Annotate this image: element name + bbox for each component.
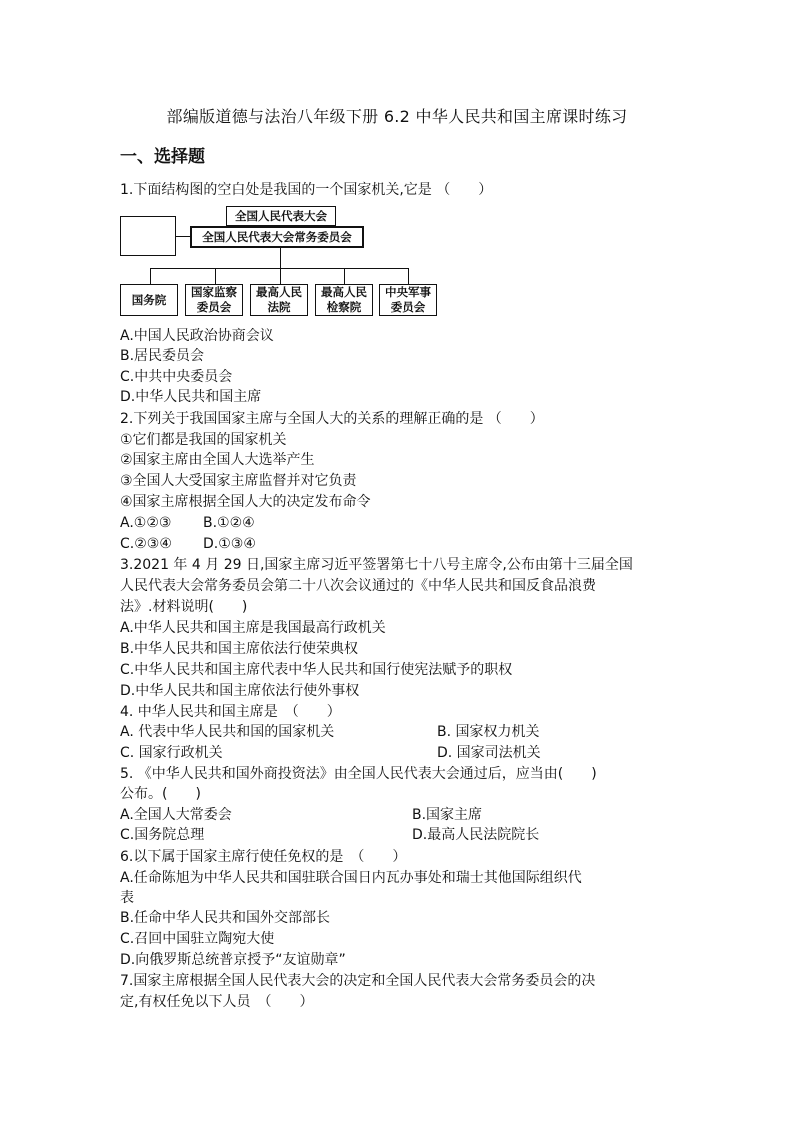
q2-option-a: A.①②③ (120, 515, 172, 531)
diagram-connector-4 (344, 268, 345, 284)
q5-stem-line-1: 5. 《中华人民共和国外商投资法》由全国人民代表大会通过后，应当由( ) (120, 766, 597, 782)
diagram-npc-box: 全国人民代表大会 (226, 206, 336, 226)
diagram-connector-3 (280, 268, 281, 284)
q4-option-a: A. 代表中华人民共和国的国家机关 (120, 724, 335, 740)
diagram-connector-left (176, 236, 190, 237)
diagram-connector-branch (150, 268, 408, 269)
diagram-supreme-court-box: 最高人民 法院 (250, 284, 308, 316)
diagram-blank-box (120, 216, 176, 256)
q2-stem: 2.下列关于我国国家主席与全国人大的关系的理解正确的是 （ ） (120, 411, 544, 427)
q3-option-a: A.中华人民共和国主席是我国最高行政机关 (120, 620, 386, 636)
q5-option-a: A.全国人大常委会 (120, 807, 232, 823)
diagram-supervision-commission-box: 国家监察 委员会 (185, 284, 243, 316)
q1-option-b: B.居民委员会 (120, 348, 205, 364)
q2-option-b: B.①②④ (203, 515, 255, 531)
q4-option-b: B. 国家权力机关 (437, 724, 540, 740)
section-heading: 一、选择题 (120, 147, 205, 167)
q2-item-1: ①它们都是我国的国家机关 (120, 432, 287, 448)
diagram-military-commission-box: 中央军事 委员会 (379, 284, 437, 316)
q2-item-2: ②国家主席由全国人大选举产生 (120, 452, 315, 468)
q2-item-3: ③全国人大受国家主席监督并对它负责 (120, 473, 357, 489)
q6-option-c: C.召回中国驻立陶宛大使 (120, 931, 275, 947)
q1-option-d: D.中华人民共和国主席 (120, 389, 262, 405)
page-title: 部编版道德与法治八年级下册 6.2 中华人民共和国主席课时练习 (166, 107, 628, 126)
q4-stem: 4. 中华人民共和国主席是 （ ） (120, 704, 341, 720)
q5-option-c: C.国务院总理 (120, 827, 205, 843)
diagram-npc-standing-committee-box: 全国人民代表大会常务委员会 (190, 226, 364, 248)
q2-item-4: ④国家主席根据全国人大的决定发布命令 (120, 494, 371, 510)
q2-option-d: D.①③④ (203, 536, 256, 552)
diagram-connector-trunk (280, 248, 281, 268)
q6-stem: 6.以下属于国家主席行使任免权的是 （ ） (120, 849, 407, 865)
diagram-connector-2 (215, 268, 216, 284)
q6-option-a-line-2: 表 (120, 890, 134, 906)
q2-option-c: C.②③④ (120, 536, 172, 552)
diagram-connector-5 (408, 268, 409, 284)
q3-option-b: B.中华人民共和国主席依法行使荣典权 (120, 641, 359, 657)
q3-option-d: D.中华人民共和国主席依法行使外事权 (120, 683, 360, 699)
diagram-procuratorate-box: 最高人民 检察院 (315, 284, 373, 316)
q3-stem-line-1: 3.2021 年 4 月 29 日,国家主席习近平签署第七十八号主席令,公布由第十三届全国 (120, 557, 633, 573)
diagram-state-council-box: 国务院 (120, 284, 178, 316)
q3-stem-line-2: 人民代表大会常务委员会第二十八次会议通过的《中华人民共和国反食品浪费 (120, 578, 596, 594)
q1-stem: 1.下面结构图的空白处是我国的一个国家机关,它是 （ ） (120, 182, 493, 198)
q1-option-c: C.中共中央委员会 (120, 369, 233, 385)
q3-option-c: C.中华人民共和国主席代表中华人民共和国行使宪法赋予的职权 (120, 662, 513, 678)
q4-option-d: D. 国家司法机关 (437, 745, 541, 761)
q5-option-b: B.国家主席 (412, 807, 483, 823)
q5-option-d: D.最高人民法院院长 (412, 827, 540, 843)
q6-option-d: D.向俄罗斯总统普京授予“友谊勋章” (120, 952, 346, 968)
q7-stem-line-1: 7.国家主席根据全国人民代表大会的决定和全国人民代表大会常务委员会的决 (120, 973, 596, 989)
q6-option-b: B.任命中华人民共和国外交部部长 (120, 910, 331, 926)
q3-stem-line-3: 法》.材料说明( ) (120, 599, 248, 615)
q1-option-a: A.中国人民政治协商会议 (120, 328, 274, 344)
q4-option-c: C. 国家行政机关 (120, 745, 223, 761)
q5-stem-line-2: 公布。( ) (120, 786, 201, 802)
q6-option-a-line-1: A.任命陈旭为中华人民共和国驻联合国日内瓦办事处和瑞士其他国际组织代 (120, 870, 582, 886)
diagram-connector-1 (150, 268, 151, 284)
q7-stem-line-2: 定,有权任免以下人员 （ ） (120, 994, 314, 1010)
